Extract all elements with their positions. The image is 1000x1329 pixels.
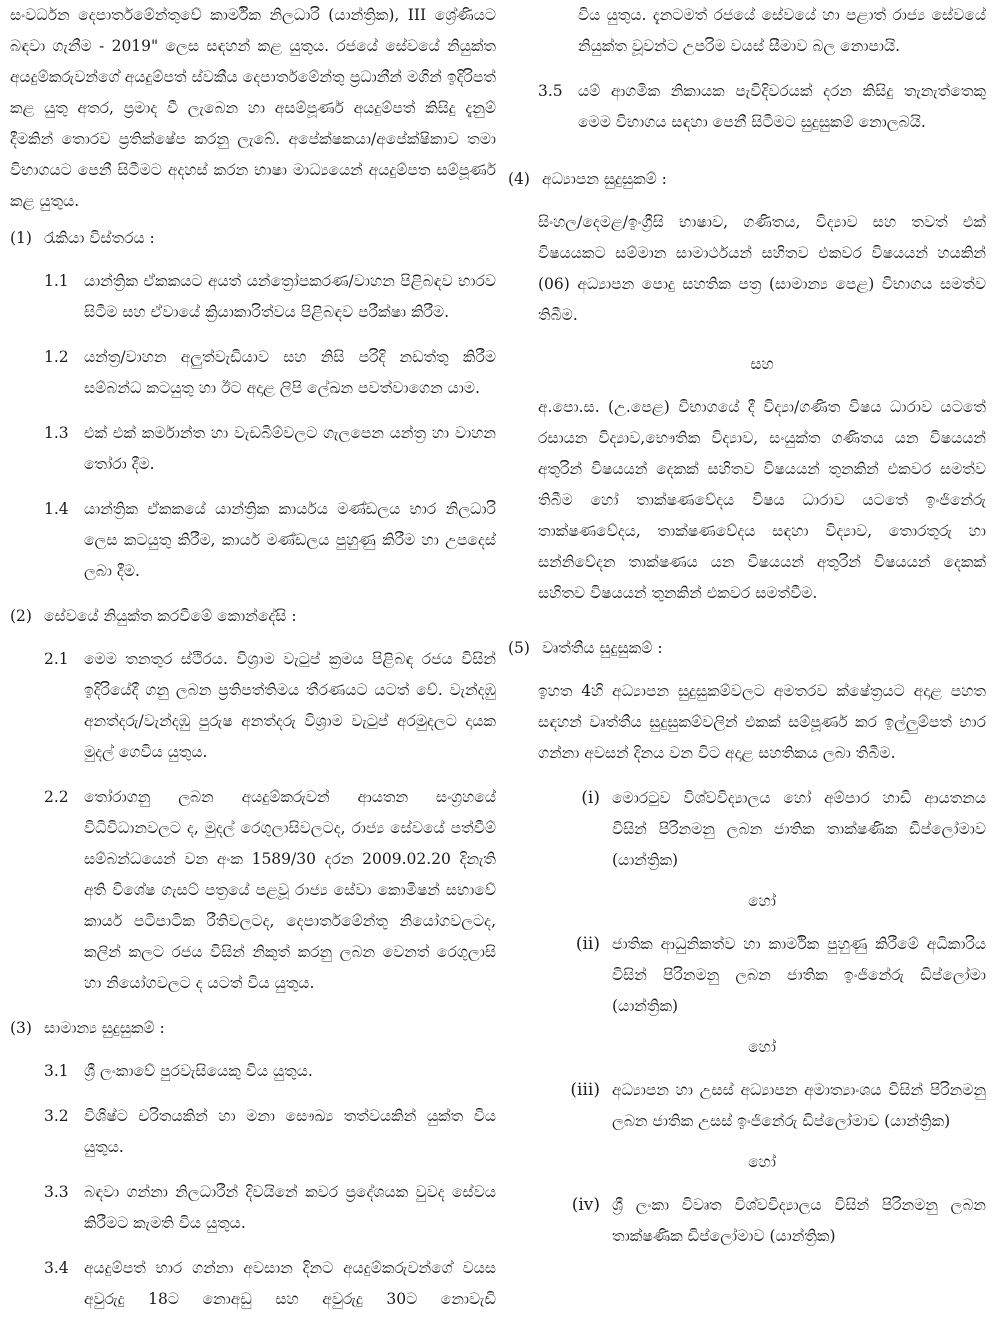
clause-text: අයදුම්පත් භාර ගන්නා අවසාන දිනට අයදුම්කරුවන්ගේ වයස අවුරුදු 18ට නොඅඩු සහ අවුරුදු 30ට නොවැඩි xyxy=(84,1259,496,1308)
section-title: වෘත්තීය සුදුසුකම් : xyxy=(542,639,663,657)
education-paragraph-1: සිංහල/දෙමළ/ඉංග්‍රීසි භාෂාව, ගණිතය, විද්‍යාව සහ තවත් එක් විෂයයකට සම්මාන සාමාර්ථයන් සහිතව එකවර විෂයයන් හයකින් (06) අධ්‍යාපන පොදු සහතික පත්‍ර (සාමාන්‍ය පෙළ) විභාගය සමත්ව තිබීම. xyxy=(538,213,986,324)
clause-3-5 xyxy=(538,76,986,138)
clause-3-2 xyxy=(44,1101,496,1163)
left-column xyxy=(10,0,496,1329)
clause-1-2 xyxy=(44,342,496,404)
clause-text: යම් ආගමික නිකායක පැවිදිවරයක් දරන කිසිදු තැනැත්තෙකු මෙම විභාගය සඳහා පෙනී සිටීමට සුදුසුකම් නොලබයි. xyxy=(578,82,986,131)
clause-number: 3.2 xyxy=(44,1107,69,1125)
clause-text: ශ්‍රී ලංකාවේ පුරවැසියෙකු විය යුතුය. xyxy=(84,1062,313,1080)
clause-3-4 xyxy=(44,1253,496,1315)
section-title: සේවයේ නියුක්ත කරවීමේ කොන්දේසි : xyxy=(44,607,297,625)
clause-text: එක් එක් කර්මාන්ත හා වැඩබිම්වලට ගැලපෙන යන්ත්‍ර හා වාහන තෝරා දීම. xyxy=(84,424,496,473)
or-connector: හෝ xyxy=(748,1038,776,1056)
option-number: (ii) xyxy=(575,934,600,954)
option-iii xyxy=(552,1075,986,1137)
intro-paragraph: සංවර්ධන දෙපාර්තමේන්තුවේ කාර්මික නිලධාරි (යාන්ත්‍රික), III ශ්‍රේණියට බඳවා ගැනීම - 2019" ලෙස සඳහන් කළ යුතුය. රජයේ සේවයේ නියුක්ත අයදුම්කරුවන්ගේ අයදුම්පත් ස්වකීය දෙපාර්තමේන්තු ප්‍රධානීන් මගින් ඉදිරිපත් කළ යුතු අතර, ප්‍රමාද වී ලැබෙන හා අසම්පූර්ණ අයදුම්පත් කිසිදු දැනුම් දීමකින් තොරව ප්‍රතික්ෂේප කරනු ලැබේ. අපේක්ෂකයා/අපේක්ෂිකාව තමා විභාගයට පෙනී සිටීමට අදහස් කරන භාෂා මාධ්‍යයෙන් අයදුම්පත සම්පූර්ණ කළ යුතුය. xyxy=(10,6,496,210)
option-text: ජාතික ආධුනිකත්ව හා කාර්මික පුහුණු කිරීමේ අධිකාරිය විසින් පිරිනමනු ලබන ජාතික ඉංජිනේරු ඩිප්ලෝමා (යාන්ත්‍රික) xyxy=(612,935,986,1015)
clause-2-2 xyxy=(44,782,496,999)
clause-text: යාන්ත්‍රික ඒකකයේ යාන්ත්‍රික කාර්යය මණ්ඩලය භාර නිලධාරි ලෙස කටයුතු කිරීම, කාර්ය මණ්ඩලය පුහුණු කිරීම හා උපදෙස් ලබා දීම. xyxy=(84,500,496,580)
clause-text: විශිෂ්ට චරිතයකින් හා මනා සෞඛ්‍ය තත්වයකින් යුක්ත විය යුතුය. xyxy=(84,1107,496,1156)
clause-number: 3.5 xyxy=(538,82,563,100)
section-4-heading xyxy=(508,164,986,195)
option-text: ශ්‍රී ලංකා විවෘත විශ්වවිද්‍යාලය විසින් පිරිනමනු ලබන තාක්ෂණික ඩිප්ලෝමාව (යාන්ත්‍රික) xyxy=(612,1196,986,1245)
clause-3-1 xyxy=(44,1056,496,1087)
section-1-heading xyxy=(10,223,496,254)
section-number: (2) xyxy=(10,607,32,625)
option-iv xyxy=(552,1190,986,1252)
section-number: (5) xyxy=(508,639,530,657)
section-number: (1) xyxy=(10,229,32,247)
option-text: අධ්‍යාපන හා උසස් අධ්‍යාපන අමාත්‍යාංශය විසින් පිරිනමනු ලබන ජාතික උසස් ඉංජිනේරු ඩිප්ලෝමාව (යාන්ත්‍රික) xyxy=(612,1081,986,1130)
clause-1-1 xyxy=(44,266,496,328)
section-number: (3) xyxy=(10,1019,32,1037)
clause-1-3 xyxy=(44,418,496,480)
clause-number: 1.2 xyxy=(44,348,69,366)
clause-1-4 xyxy=(44,494,496,587)
section-3-heading xyxy=(10,1013,496,1044)
clause-text: මෙම තනතුර ස්ථිරය. විශ්‍රාම වැටුප් ක්‍රමය පිළිබඳ රජය විසින් ඉදිරියේදී ගනු ලබන ප්‍රතිපත්තිමය තීරණයට යටත් වේ. වැන්දඹු අනත්දරු/වැන්දඹු පුරුෂ අනත්දරු විශ්‍රාම වැටුප් අරමුදලට දායක මුදල් ගෙවිය යුතුය. xyxy=(84,650,496,761)
option-number: (i) xyxy=(581,788,600,808)
clause-number: 3.4 xyxy=(44,1259,69,1277)
clause-text: බඳවා ගන්නා නිලධාරීන් දිවයිනේ කවර ප්‍රදේශයක වුවද සේවය කිරීමට කැමති විය යුතුය. xyxy=(84,1183,496,1232)
option-ii xyxy=(552,929,986,1022)
clause-number: 2.2 xyxy=(44,788,69,806)
clause-number: 1.1 xyxy=(44,272,69,290)
clause-number: 1.4 xyxy=(44,500,69,518)
section-title: රැකියා විස්තරය : xyxy=(44,229,155,247)
clause-number: 3.1 xyxy=(44,1062,69,1080)
clause-3-3 xyxy=(44,1177,496,1239)
section-5-heading xyxy=(508,633,986,664)
option-text: මොරටුව විශ්වවිද්‍යාලය හෝ අම්පාර හාඩි ආයතනය විසින් පිරිනමනු ලබන ජාතික තාක්ෂණික ඩිප්ලෝමාව (යාන්ත්‍රික) xyxy=(612,789,986,869)
professional-paragraph: ඉහත 4හි අධ්‍යාපන සුදුසුකම්වලට අමතරව ක්ෂේත්‍රයට අදාළ පහත සඳහන් වෘත්තීය සුදුසුකම්වලින් එකක් සම්පූර්ණ කර ඉල්ලුම්පත් භාර ගන්නා අවසන් දිනය වන විට අදාළ සහතිකය ලබා තිබීම. xyxy=(538,682,986,762)
option-number: (iv) xyxy=(571,1195,600,1215)
section-number: (4) xyxy=(508,170,530,188)
clause-3-4-continued: විය යුතුය. දැනටමත් රජයේ සේවයේ හා පළාත් රාජ්‍ය සේවයේ නියුක්ත වූවන්ට උපරිම වයස් සීමාව බල නොපායි. xyxy=(578,6,986,55)
option-number: (iii) xyxy=(570,1080,600,1100)
clause-number: 1.3 xyxy=(44,424,69,442)
clause-number: 3.3 xyxy=(44,1183,69,1201)
section-title: අධ්‍යාපන සුදුසුකම් : xyxy=(542,170,667,188)
clause-text: යාන්ත්‍රික ඒකකයට අයත් යන්ත්‍රෝපකරණ/වාහන පිළිබඳව භාරව සිටීම සහ ඒවායේ ක්‍රියාකාරිත්වය පිළිබඳව පරීක්ෂා කිරීම. xyxy=(84,272,496,321)
or-connector: හෝ xyxy=(748,892,776,910)
clause-text: තෝරාගනු ලබන අයදුම්කරුවන් ආයතන සංග්‍රහයේ විධිවිධානවලට ද, මුදල් රෙගුලාසිවලටද, රාජ්‍ය සේවයේ පත්වීම් සම්බන්ධයෙන් වන අංක 1589/30 දරන 2009.02.20 දිනැති අති විශේෂ ගැසට් පත්‍රයේ පළවූ රාජ්‍ය සේවා කොමිෂන් සභාවේ කාර්ය පටිපාටික රීතිවලටද, දෙපාර්තමේන්තු නියෝගවලටද, කලින් කලට රජය විසින් නිකුත් කරනු ලබන වෙනත් රෙගුලාසි හා නියෝගවලට ද යටත් විය යුතුය. xyxy=(84,788,496,992)
clause-number: 2.1 xyxy=(44,650,69,668)
section-2-heading xyxy=(10,601,496,632)
and-connector: සහ xyxy=(750,355,774,373)
section-title: සාමාන්‍ය සුදුසුකම් : xyxy=(44,1019,165,1037)
right-column xyxy=(508,0,986,1262)
option-i xyxy=(552,783,986,876)
or-connector: හෝ xyxy=(748,1153,776,1171)
education-paragraph-2: අ.පො.ස. (උ.පෙළ) විභාගයේ දී විද්‍යා/ගණිත විෂය ධාරාව යටතේ රසායන විද්‍යාව,භෞතික විද්‍යාව, සංයුක්ත ගණිතය යන විෂයයන් අතුරින් විෂයයන් දෙකක් සහිතව විෂයයන් තුනකින් එකවර සමත්ව තිබීම හෝ තාක්ෂණවේදය විෂය ධාරාව යටතේ ඉංජිනේරු තාක්ෂණවේදය, තාක්ෂණවේදය සඳහා විද්‍යාව, තොරතුරු හා සන්නිවේදන තාක්ෂණය යන විෂයයන් අතුරින් විෂයයන් දෙකක් සහිතව විෂයයන් තුනකින් එකවර සමත්වීම. xyxy=(538,398,986,602)
clause-2-1 xyxy=(44,644,496,768)
clause-text: යන්ත්‍ර/වාහන අලුත්වැඩියාව සහ නිසි පරිදි නඩත්තු කිරීම සම්බන්ධ කටයුතු හා ඊට අදාළ ලිපි ලේඛන පවත්වාගෙන යාම. xyxy=(84,348,496,397)
